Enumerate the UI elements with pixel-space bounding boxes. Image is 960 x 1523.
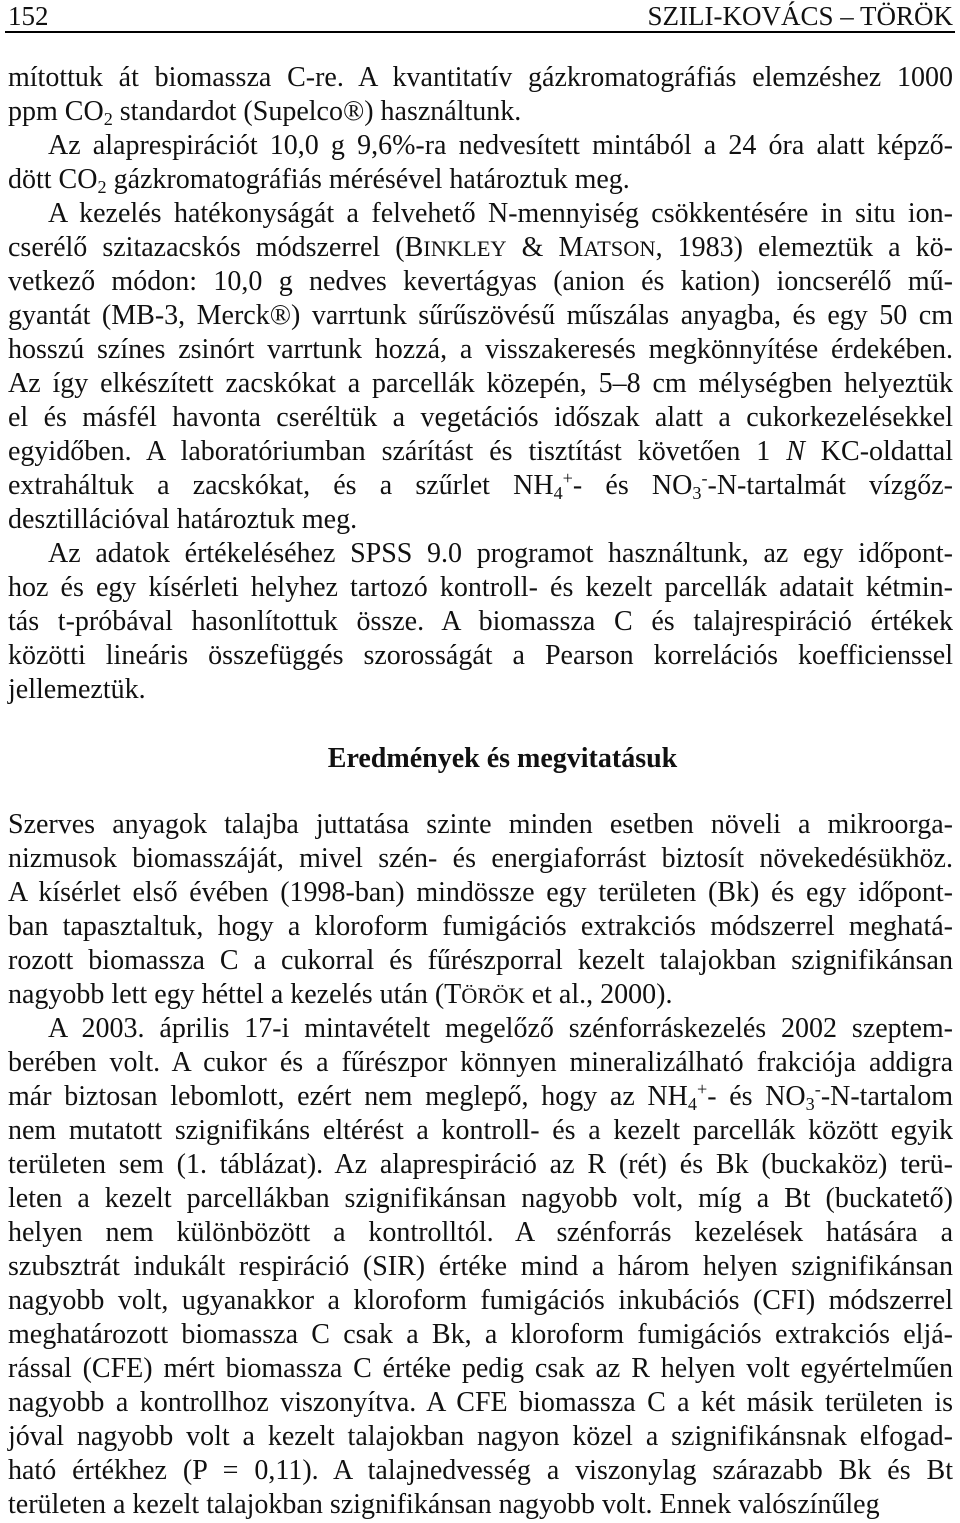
text-line: A kísérlet első évében (1998-ban) mindössze egy területen (Bk) és egy időpont- [8, 877, 953, 908]
superscript: - [814, 1079, 821, 1099]
text-line [8, 1080, 953, 1114]
text-line: nagyobb a kontrollhoz viszonyítva. A CFE biomassza C a két másik területen is [8, 1387, 953, 1418]
small-caps-text: ÖRÖK [461, 983, 525, 1008]
text-run: - és NO [572, 470, 693, 501]
text-run: standardot (Supelco®) használtunk. [112, 96, 522, 127]
text-line: területen a kezelt talajokban szignifikánsan nagyobb volt. Ennek valószínűleg [8, 1489, 880, 1520]
text-line: leten a kezelt parcellákban szignifikánsan nagyobb volt, míg a Bt (buckatető) [8, 1183, 953, 1214]
text-line: tás t-próbával hasonlítottuk össze. A biomassza C és talajrespiráció értékek [8, 606, 953, 637]
italic-text: N [786, 436, 805, 467]
text-line: nagyobb volt, ugyanakkor a kloroform fumigációs inkubációs (CFI) módszerrel [8, 1285, 953, 1316]
text-line: nizmusok biomasszáját, mivel szén- és energiaforrást biztosít növekedésükhöz. [8, 843, 953, 874]
text-line: desztillációval határoztuk meg. [8, 504, 358, 535]
text-line: ban tapasztaltuk, hogy a kloroform fumigációs extrakciós módszerrel meghatá- [8, 911, 953, 942]
text-line: hosszú színes zsinórt varrtunk hozzá, a visszakeresés megkönnyítése érdekében. [8, 334, 953, 365]
text-line: A kezelés hatékonyságát a felvehető N-mennyiség csökkentésére in situ ion- [48, 198, 953, 229]
subscript: 2 [97, 177, 107, 198]
text-run: & M [506, 232, 584, 263]
text-line: jellemeztük. [8, 674, 146, 705]
text-line: hoz és egy kísérleti helyhez tartozó kontroll- és kezelt parcellák adatait kétmin- [8, 572, 953, 603]
text-run: gázkromatográfiás mérésével határoztuk meg. [106, 164, 630, 195]
text-line: rással (CFE) mért biomassza C értéke pedig csak az R helyen volt egyértelműen [8, 1353, 953, 1384]
text-line: meghatározott biomassza C csak a Bk, a kloroform fumigációs extrakciós eljá- [8, 1319, 953, 1350]
running-header [5, 0, 955, 33]
text-line: gyantát (MB-3, Merck®) varrtunk sűrűszövésű műszálas anyagba, és egy 50 cm [8, 300, 953, 331]
text-line: A 2003. április 17-i mintavételt megelőző szénforráskezelés 2002 szeptem- [48, 1013, 953, 1044]
text-run: et al., 2000). [524, 979, 673, 1010]
text-run: nagyobb lett egy héttel a kezelés után (T [8, 979, 462, 1010]
text-line [8, 231, 953, 265]
text-line [8, 469, 953, 503]
results-text-block [8, 808, 953, 1522]
text-line [8, 978, 953, 1012]
section-heading: Eredmények és megvitatásuk [327, 743, 678, 774]
text-line: rozott biomassza C a cukorral és fűrészporral kezelt talajokban szignifikánsan [8, 945, 953, 976]
paragraph [8, 197, 953, 537]
small-caps-text: ATSON [583, 236, 656, 261]
text-line: területen sem (1. táblázat). Az alaprespiráció az R (rét) és Bk (buckaköz) terü- [8, 1149, 953, 1180]
text-run: dött CO [8, 164, 98, 195]
superscript: + [562, 468, 573, 488]
text-line: Az így elkészített zacskókat a parcellák közepén, 5–8 cm mélységben helyeztük [8, 368, 953, 399]
methods-text-block [8, 61, 953, 707]
text-line [8, 435, 953, 469]
text-run: már biztosan lebomlott, ezért nem meglepő, hogy az NH [8, 1081, 688, 1112]
text-line: vetkező módon: 10,0 g nedves kevertágyas (anion és kation) ioncserélő mű- [8, 266, 953, 297]
text-line: Az adatok értékeléséhez SPSS 9.0 programot használtunk, az egy időpont- [48, 538, 953, 569]
paragraph [8, 808, 953, 1012]
running-title: SZILI-KOVÁCS – TÖRÖK [647, 0, 953, 31]
text-line [8, 163, 953, 197]
paragraph [8, 61, 953, 129]
text-run: ppm CO [8, 96, 104, 127]
text-run: KC-oldattal [804, 436, 953, 467]
superscript: + [696, 1079, 708, 1099]
text-line: jóval nagyobb volt a kezelt talajokban nagyon közel a szignifikánsnak elfogad- [8, 1421, 953, 1452]
text-run: -N-tartalmát vízgőz- [707, 470, 953, 501]
text-line: helyen nem különbözött a kontrolltól. A szénforrás kezelések hatására a [8, 1217, 953, 1248]
subscript: 2 [103, 109, 113, 130]
text-run: , 1983) elemeztük a kö- [655, 232, 953, 263]
paragraph [8, 129, 953, 197]
text-line: mítottuk át biomassza C-re. A kvantitatív gázkromatográfiás elemzéshez 1000 [8, 62, 953, 93]
text-line: közötti lineáris összefüggés szorosságát a Pearson korrelációs koefficienssel [8, 640, 953, 671]
text-line: szubsztrát indukált respiráció (SIR) értéke mind a három helyen szignifikánsan [8, 1251, 953, 1282]
paragraph [8, 537, 953, 707]
paragraph [8, 1012, 953, 1522]
text-line: el és másfél havonta cseréltük a vegetációs időszak alatt a cukorkezelésekkel [8, 402, 953, 433]
small-caps-text: INKLEY [423, 236, 507, 261]
subscript: 3 [692, 483, 702, 504]
text-run: egyidőben. A laboratóriumban szárítást és tisztítást követően 1 [8, 436, 787, 467]
text-run: extraháltuk a zacskókat, és a szűrlet NH [8, 470, 554, 501]
text-line: Szerves anyagok talajba juttatása szinte minden esetben növeli a mikroorga- [8, 809, 953, 840]
text-run: -N-tartalom [820, 1081, 953, 1112]
text-run: - és NO [707, 1081, 806, 1112]
page-number: 152 [8, 0, 49, 31]
text-line: nem mutatott szignifikáns eltérést a kontroll- és a kezelt parcellák között egyik [8, 1115, 953, 1146]
subscript: 4 [553, 483, 563, 504]
text-line: ható értékhez (P = 0,11). A talajnedvesség a viszonylag szárazabb Bk és Bt [8, 1455, 953, 1486]
subscript: 4 [687, 1094, 697, 1115]
text-run: cserélő szitazacskós módszerrel (B [8, 232, 424, 263]
subscript: 3 [805, 1094, 815, 1115]
text-line: berében volt. A cukor és a fűrészpor könnyen mineralizálható frakciója addigra [8, 1047, 953, 1078]
superscript: - [701, 468, 708, 488]
text-line: Az alaprespirációt 10,0 g 9,6%-ra nedvesített mintából a 24 óra alatt képző- [48, 130, 953, 161]
text-line [8, 95, 953, 129]
